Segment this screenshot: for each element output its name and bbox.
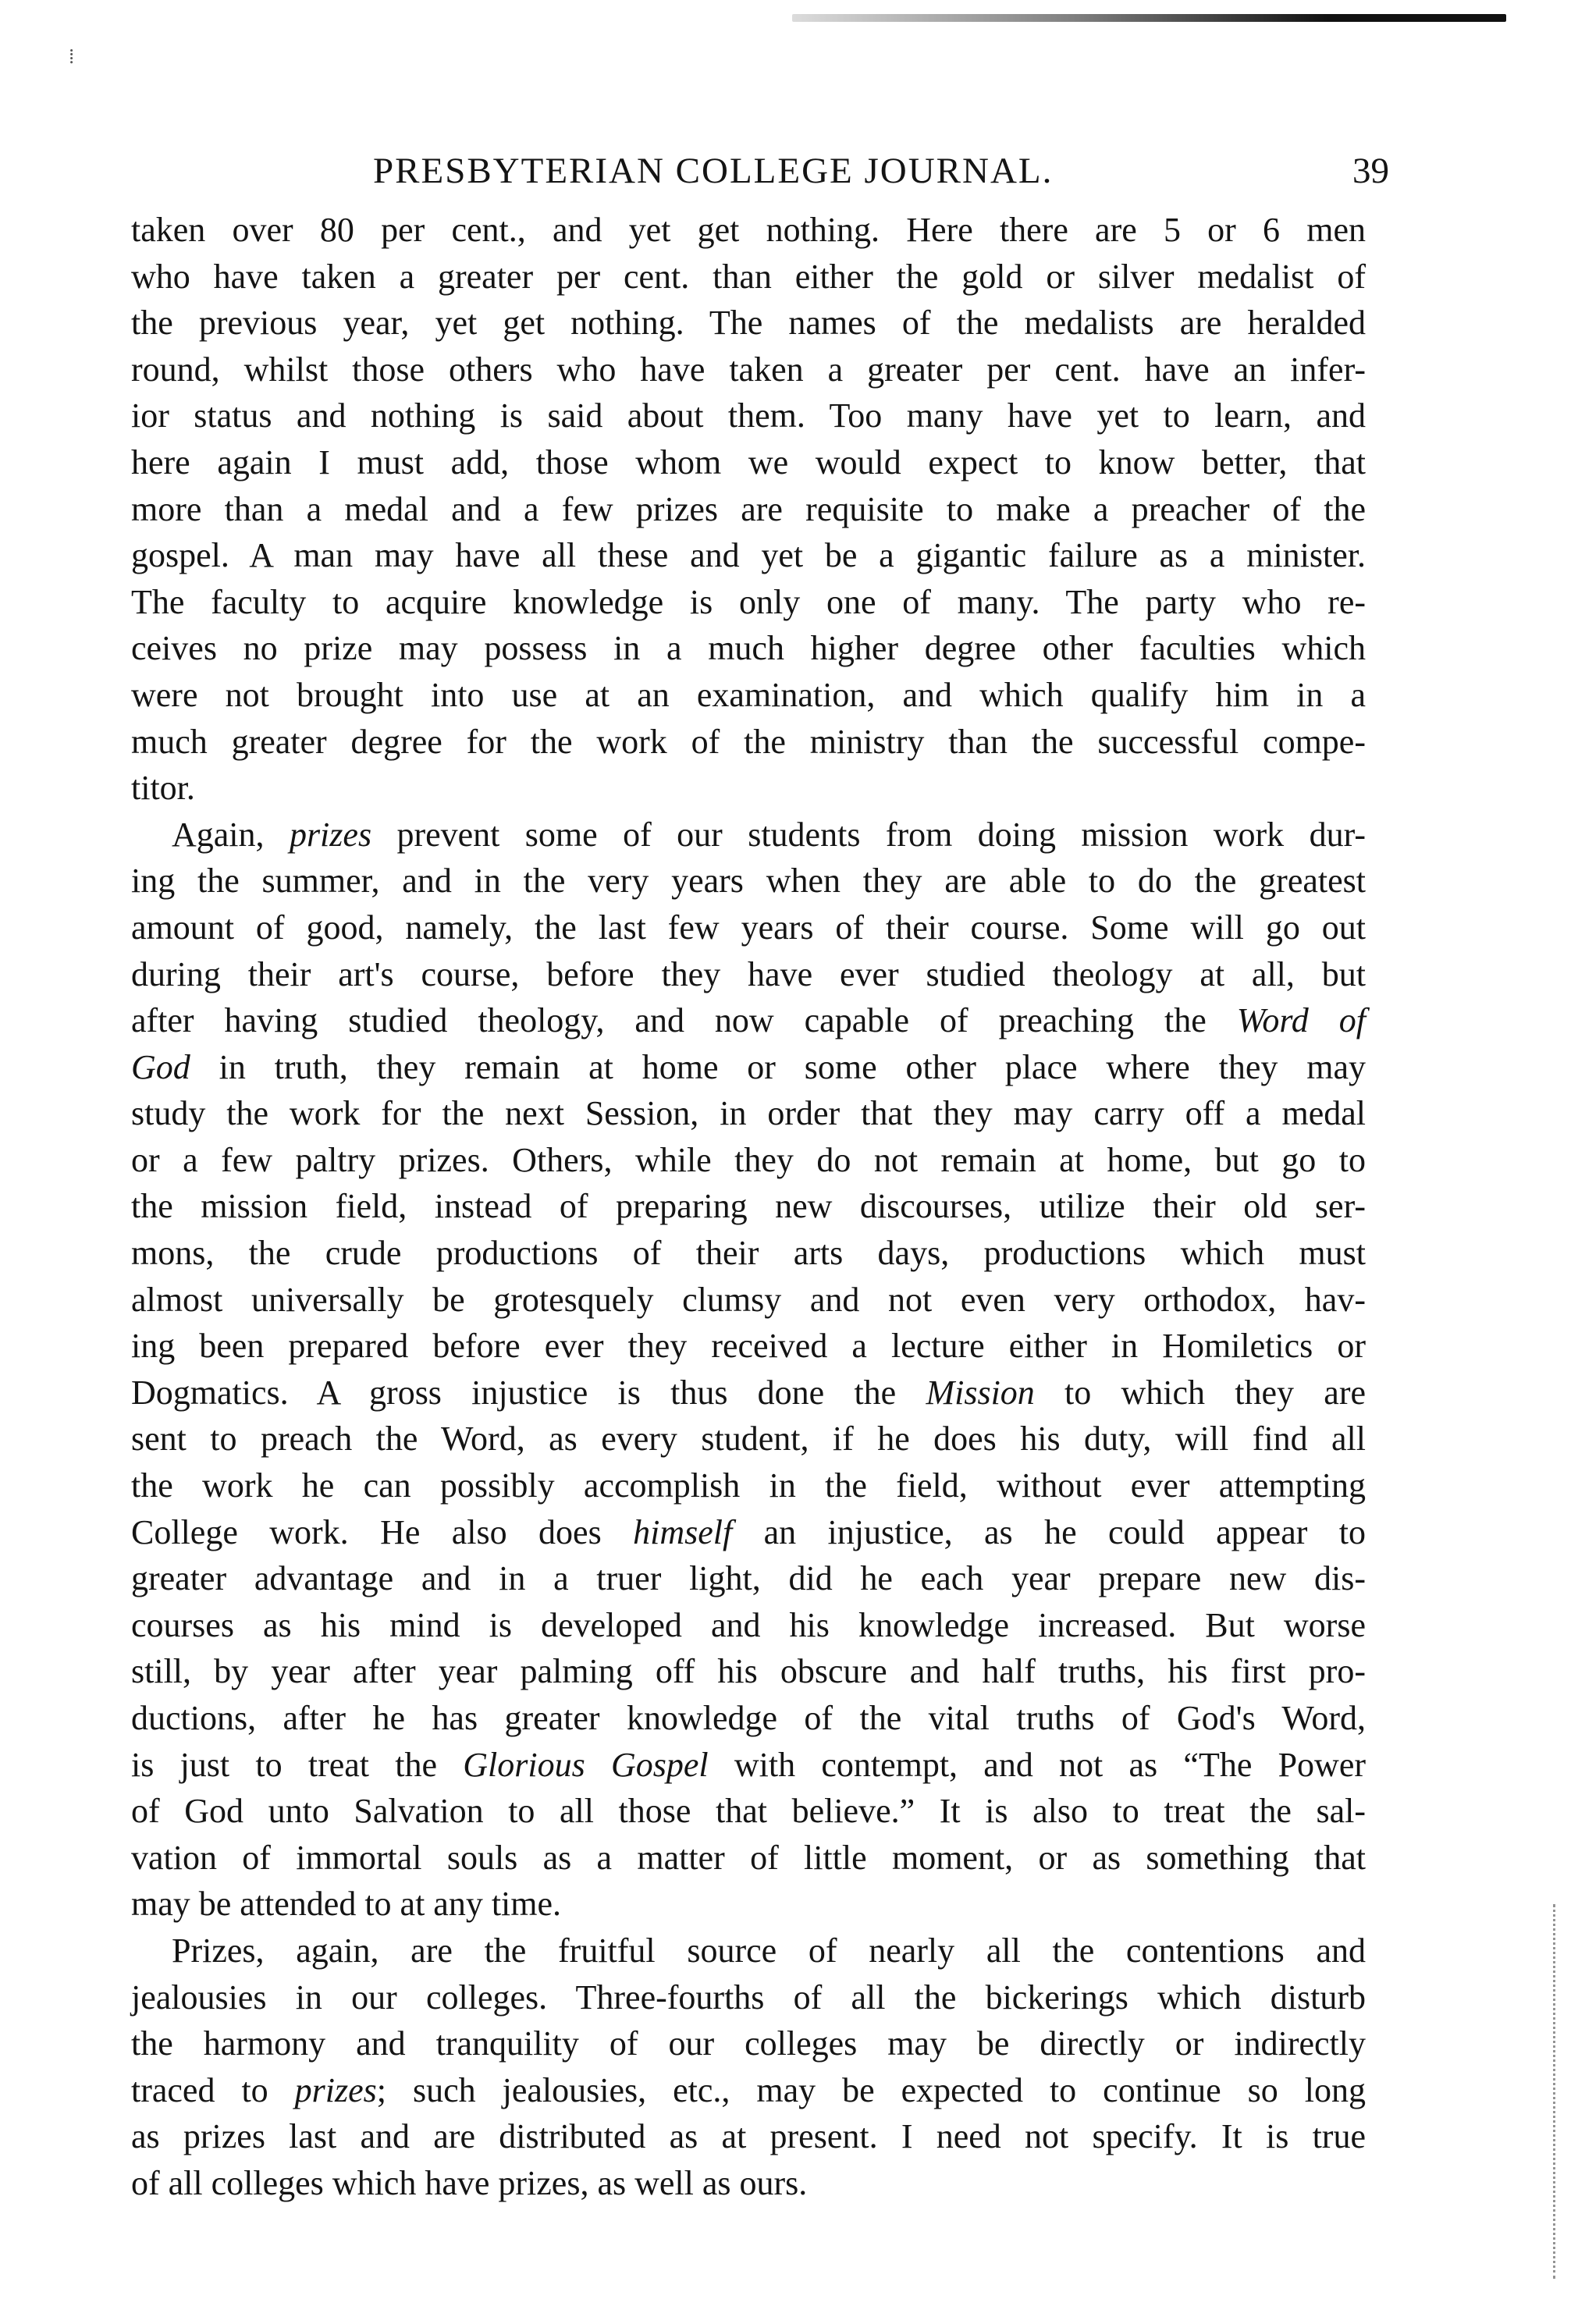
text-segment: ing been prepared before ever they received a lecture either in Homiletics or <box>131 1327 1366 1366</box>
text-segment: the previous year, yet get nothing. The names of the medalists are heralded <box>131 304 1366 343</box>
running-head: PRESBYTERIAN COLLEGE JOURNAL. <box>373 151 1054 191</box>
text-line <box>131 1416 1366 1462</box>
text-line <box>131 719 1366 766</box>
margin-marks: ⁞ <box>69 45 75 68</box>
text-segment: were not brought into use at an examination, and which qualify him in a <box>131 675 1366 714</box>
text-line <box>131 1044 1366 1091</box>
page-number: 39 <box>1352 151 1389 191</box>
text-segment: of God unto Salvation to all those that believe.” It is also to treat the sal- <box>131 1792 1366 1831</box>
text-line <box>131 1323 1366 1370</box>
text-segment: ductions, after he has greater knowledge of the vital truths of God's Word, <box>131 1699 1366 1737</box>
text-line <box>131 1370 1366 1416</box>
text-segment: an injustice, as he could appear to <box>732 1512 1366 1551</box>
text-segment: much greater degree for the work of the ministry than the successful compe- <box>131 722 1366 761</box>
text-line <box>131 1881 1366 1928</box>
text-line <box>131 532 1366 579</box>
text-segment: as prizes last and are distributed as at present. I need not specify. It is true <box>131 2117 1366 2156</box>
text-line <box>131 1090 1366 1137</box>
text-line <box>131 812 1366 858</box>
text-segment: or a few paltry prizes. Others, while they do not remain at home, but go to <box>131 1140 1366 1179</box>
text-line <box>131 858 1366 904</box>
text-segment: during their art's course, before they have ever studied theology at all, but <box>131 954 1366 993</box>
text-segment: with contempt, and not as “The Power <box>708 1745 1367 1784</box>
text-segment: courses as his mind is developed and his knowledge increased. But worse <box>131 1605 1366 1644</box>
text-line <box>131 997 1366 1044</box>
text-segment: may be attended to at any time. <box>131 1885 562 1924</box>
text-segment: more than a medal and a few prizes are requisite to make a preacher of the <box>131 489 1366 528</box>
text-segment: jealousies in our colleges. Three-fourths of all the bickerings which disturb <box>131 1978 1366 2017</box>
text-segment: in truth, they remain at home or some other place where they may <box>190 1047 1366 1086</box>
text-line <box>131 254 1366 300</box>
text-segment: is just to treat the <box>131 1745 464 1784</box>
text-line <box>131 1788 1366 1835</box>
text-segment: who have taken a greater per cent. than either the gold or silver medalist of <box>131 257 1366 296</box>
text-segment: mons, the crude productions of their arts days, productions which must <box>131 1234 1366 1273</box>
text-line <box>131 1509 1366 1556</box>
text-segment: vation of immortal souls as a matter of little moment, or as something that <box>131 1838 1366 1877</box>
text-segment: ing the summer, and in the very years when they are able to do the greatest <box>131 862 1366 901</box>
text-line <box>131 1277 1366 1324</box>
text-segment: traced to <box>131 2070 295 2109</box>
text-line <box>131 2160 1366 2207</box>
text-line <box>131 1230 1366 1277</box>
text-line <box>131 439 1366 486</box>
text-line <box>131 579 1366 626</box>
text-line <box>131 1183 1366 1230</box>
top-rule <box>792 14 1506 22</box>
text-line <box>131 207 1366 254</box>
text-segment: here again I must add, those whom we would expect to know better, that <box>131 442 1366 482</box>
text-line <box>131 1555 1366 1602</box>
text-line <box>131 1462 1366 1509</box>
text-line <box>131 2067 1366 2114</box>
text-segment: prevent some of our students from doing mission work dur- <box>371 815 1366 854</box>
text-segment: almost universally be grotesquely clumsy and not even very orthodox, hav- <box>131 1280 1366 1319</box>
text-line <box>131 625 1366 672</box>
text-line <box>131 300 1366 346</box>
italic-text: Word of <box>1236 1001 1366 1040</box>
text-segment: sent to preach the Word, as every student, if he does his duty, will find all <box>131 1420 1366 1459</box>
text-segment: College work. He also does <box>131 1512 634 1551</box>
italic-text: God <box>131 1047 190 1086</box>
text-segment: the mission field, instead of preparing new discourses, utilize their old ser- <box>131 1187 1366 1226</box>
text-segment: to which they are <box>1034 1373 1366 1412</box>
text-line <box>131 1835 1366 1882</box>
text-line <box>131 904 1366 951</box>
text-segment: Dogmatics. A gross injustice is thus done the <box>131 1373 926 1412</box>
text-segment: ior status and nothing is said about them. Too many have yet to learn, and <box>131 396 1366 435</box>
text-segment: gospel. A man may have all these and yet be a gigantic failure as a minister. <box>131 536 1366 575</box>
text-line <box>131 765 1366 812</box>
italic-text: prizes <box>289 815 372 854</box>
text-line <box>131 1695 1366 1742</box>
text-segment: still, by year after year palming off his obscure and half truths, his first pro- <box>131 1652 1366 1691</box>
italic-text: himself <box>633 1512 733 1551</box>
page-header <box>172 150 1389 204</box>
text-line <box>131 346 1366 393</box>
text-segment: Again, <box>172 815 290 854</box>
text-line <box>131 486 1366 533</box>
text-line <box>131 1602 1366 1649</box>
margin-marks-right <box>1553 1904 1560 2279</box>
text-segment: amount of good, namely, the last few years of their course. Some will go out <box>131 908 1366 947</box>
text-line <box>131 1137 1366 1184</box>
text-line <box>131 393 1366 439</box>
text-segment: taken over 80 per cent., and yet get nothing. Here there are 5 or 6 men <box>131 211 1366 249</box>
text-line <box>131 1742 1366 1789</box>
text-segment: The faculty to acquire knowledge is only one of many. The party who re- <box>131 582 1366 621</box>
italic-text: prizes <box>294 2070 377 2109</box>
text-segment: ceives no prize may possess in a much higher degree other faculties which <box>131 629 1366 668</box>
text-segment: greater advantage and in a truer light, did he each year prepare new dis- <box>131 1559 1366 1598</box>
text-segment: ; such jealousies, etc., may be expected to continue so long <box>376 2070 1366 2109</box>
italic-text: Mission <box>926 1373 1035 1412</box>
text-line <box>131 951 1366 998</box>
text-line <box>131 2020 1366 2067</box>
text-segment: titor. <box>131 769 195 808</box>
text-line <box>131 1928 1366 1974</box>
text-segment: Prizes, again, are the fruitful source of nearly all the contentions and <box>172 1931 1366 1970</box>
text-segment: study the work for the next Session, in order that they may carry off a medal <box>131 1094 1366 1133</box>
text-segment: the harmony and tranquility of our colleges may be directly or indirectly <box>131 2024 1366 2063</box>
text-line <box>131 1648 1366 1695</box>
text-segment: round, whilst those others who have taken a greater per cent. have an infer- <box>131 350 1366 389</box>
text-line <box>131 672 1366 719</box>
body-text <box>131 207 1366 2207</box>
text-line <box>131 2113 1366 2160</box>
text-segment: the work he can possibly accomplish in the field, without ever attempting <box>131 1466 1366 1505</box>
text-segment: of all colleges which have prizes, as well as ours. <box>131 2163 808 2202</box>
text-line <box>131 1974 1366 2021</box>
italic-text: Glorious Gospel <box>463 1745 709 1784</box>
text-segment: after having studied theology, and now capable of preaching the <box>131 1001 1237 1040</box>
